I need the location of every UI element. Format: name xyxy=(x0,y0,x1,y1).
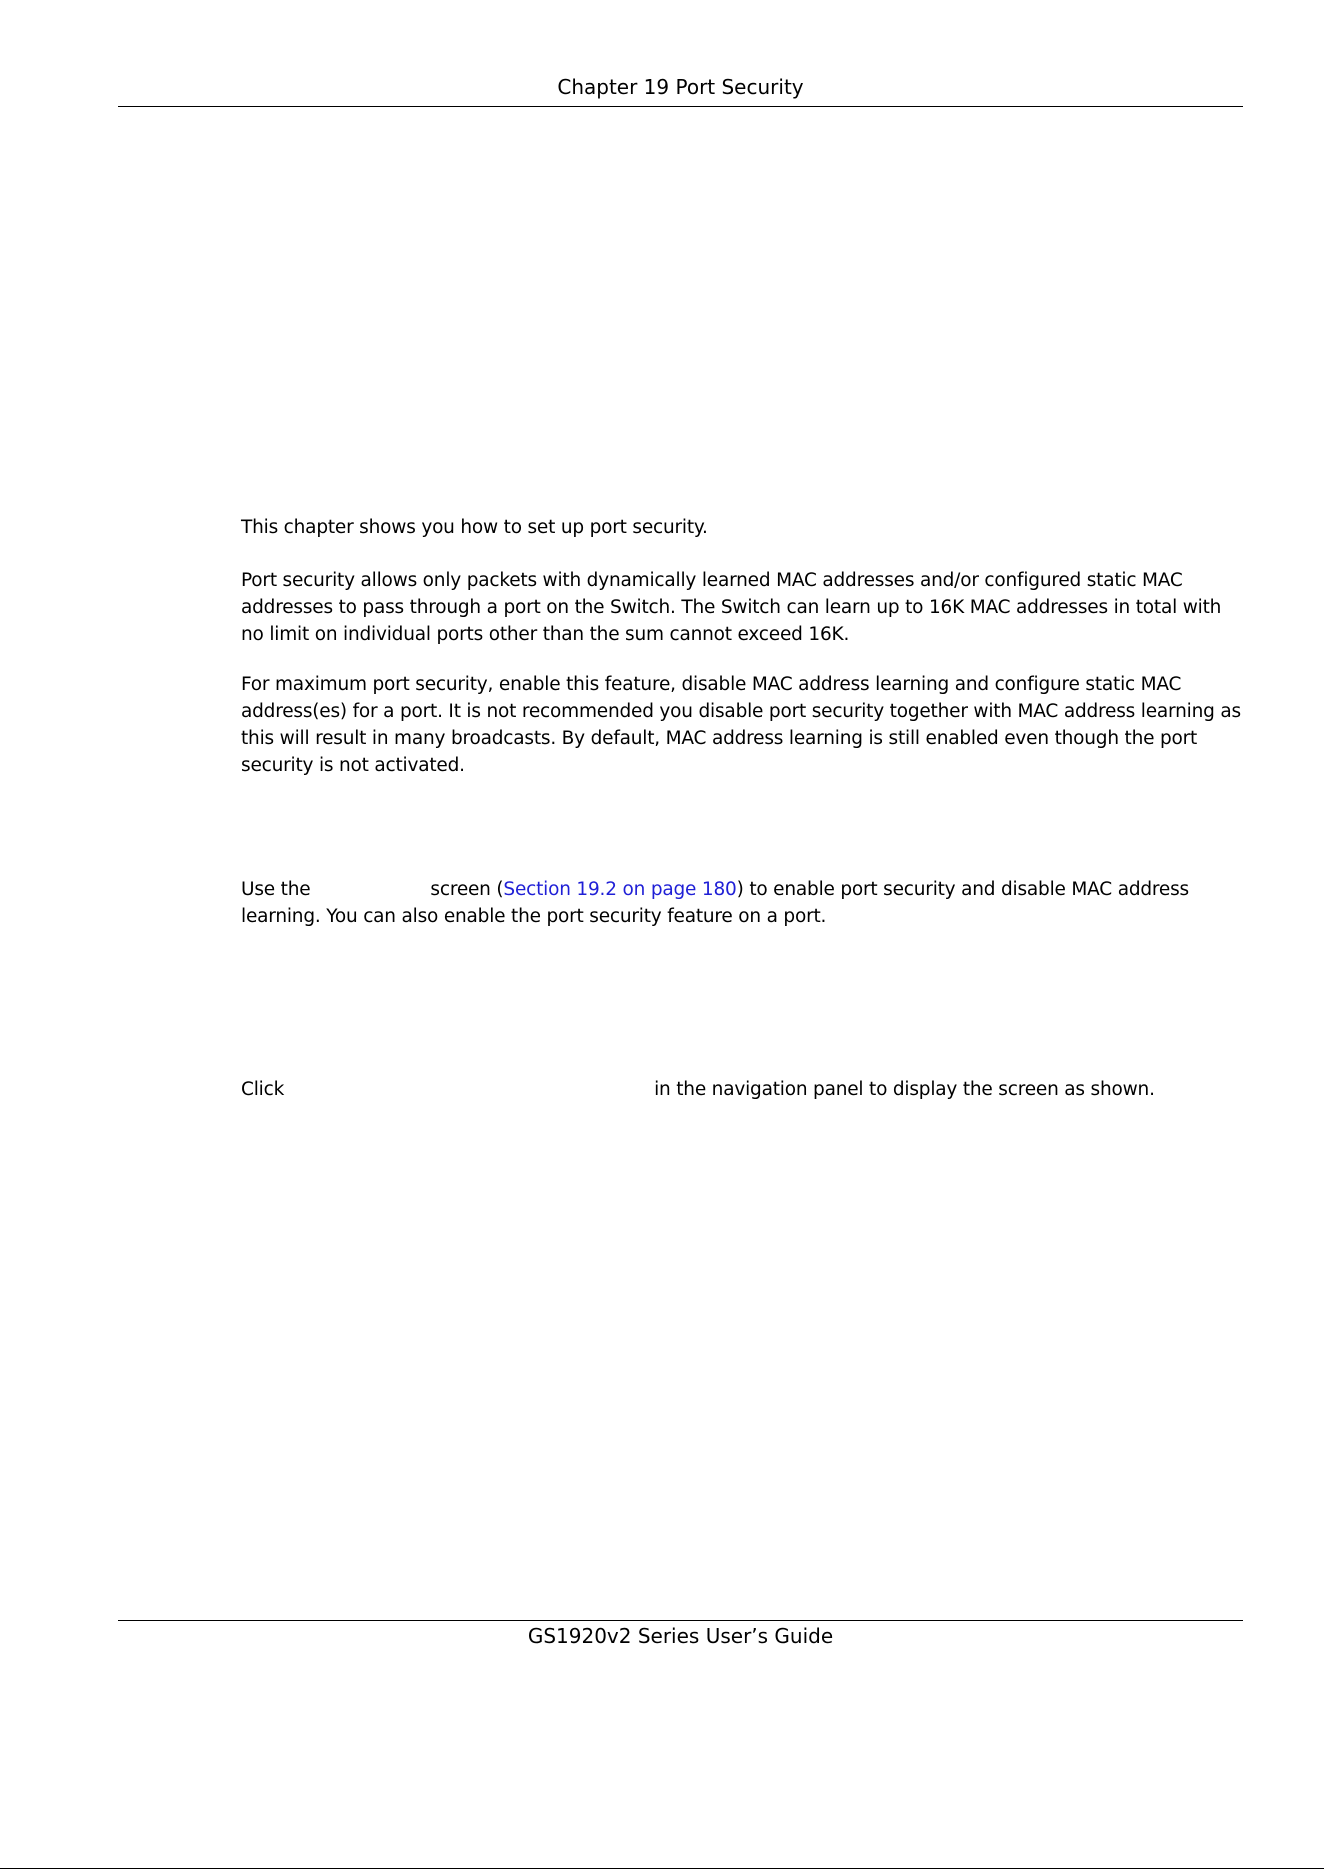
port-security-description: Port security allows only packets with dynamically learned MAC addresses and/or configured static MAC addresses to pass through a port on the Switch. The Switch can learn up to 16K MAC addresses in total with no limit on individual ports other than the sum cannot exceed 16K. xyxy=(241,570,1222,645)
header-divider xyxy=(118,106,1243,107)
section-link[interactable]: Section 19.2 on page 180 xyxy=(503,879,737,900)
p4-text-before: Use the xyxy=(241,879,311,900)
navigation-instruction xyxy=(241,1076,1241,1103)
max-security-paragraph: For maximum port security, enable this feature, disable MAC address learning and configure static MAC address(es) for a port. It is not recommended you disable port security together with MAC address learning as this will result in many broadcasts. By default, MAC address learning is still enabled even though the port security is not activated. xyxy=(241,674,1241,776)
intro-paragraph: This chapter shows you how to set up port security. xyxy=(241,517,708,538)
page-header: Chapter 19 Port Security xyxy=(557,75,804,99)
what-you-can-do-paragraph xyxy=(241,876,1241,930)
p5-text-after: in the navigation panel to display the screen as shown. xyxy=(654,1079,1155,1100)
bottom-edge-line xyxy=(0,1868,1324,1869)
p5-text-before: Click xyxy=(241,1079,285,1100)
p4-text-mid: screen ( xyxy=(430,879,504,900)
page-footer: GS1920v2 Series User’s Guide xyxy=(527,1624,834,1648)
footer-divider xyxy=(118,1620,1243,1621)
p4-text-after: ) to enable port security and disable MAC address learning. You can also enable the port security feature on a port. xyxy=(241,879,1189,927)
